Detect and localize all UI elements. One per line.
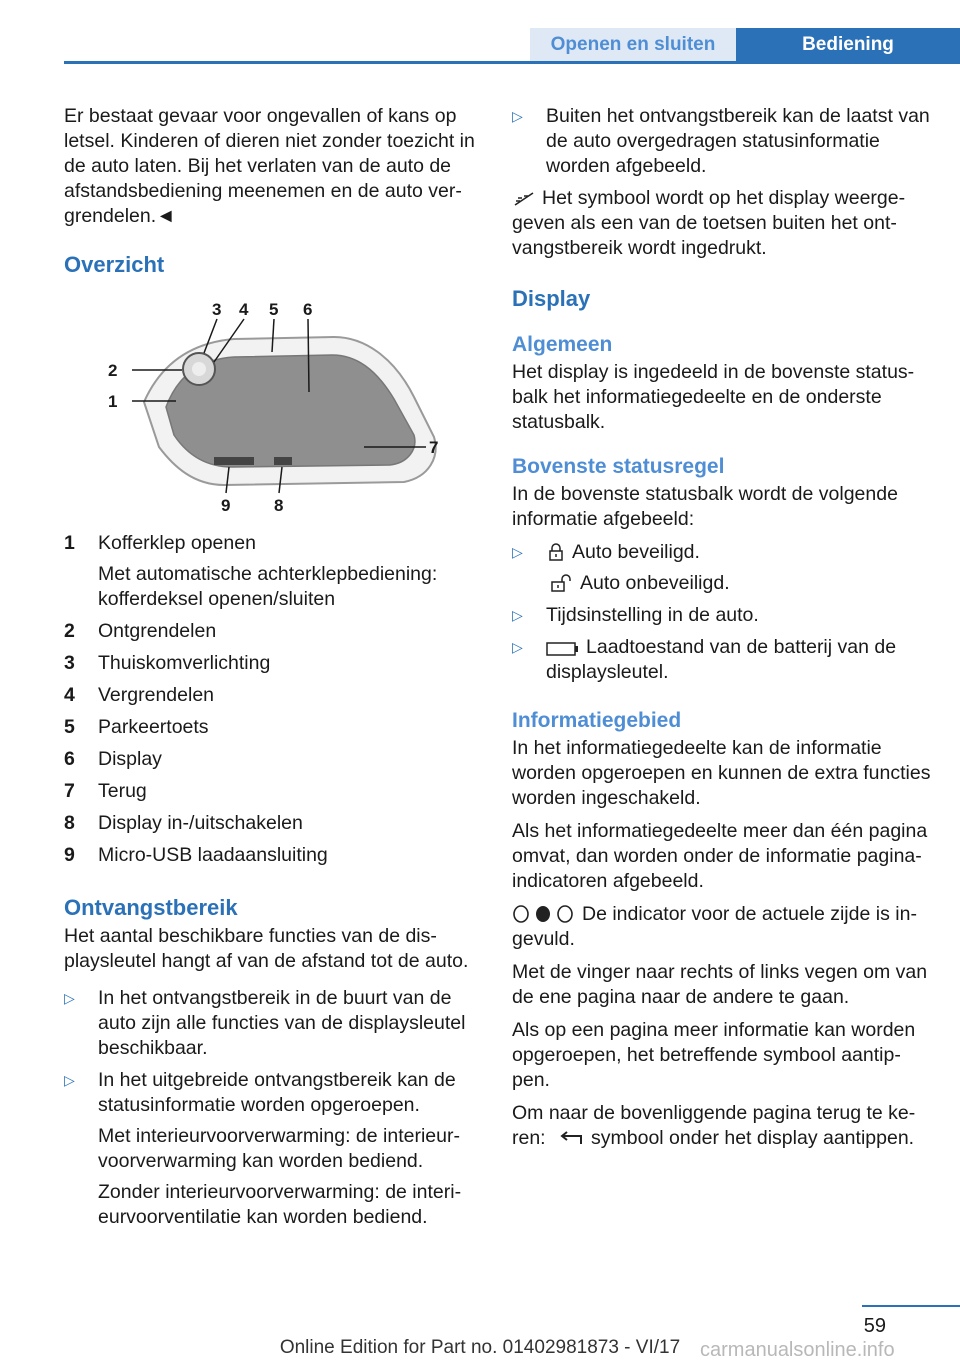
- list-item: [512, 104, 932, 179]
- bullet-text: In het ontvangstbereik in de buurt van de auto zijn alle functies van de displaysleutel beschikbaar.: [98, 987, 466, 1059]
- list-item: [64, 619, 478, 644]
- battery-icon: [546, 641, 580, 657]
- footer-rule: [862, 1305, 960, 1307]
- item-number: 1: [64, 532, 75, 554]
- list-item: [64, 747, 478, 772]
- triangle-bullet-icon: ▷: [512, 639, 523, 655]
- triangle-bullet-icon: ▷: [512, 544, 523, 560]
- item-label: Thuiskomverlichting: [98, 652, 271, 674]
- callout-9: 9: [221, 496, 231, 515]
- bullet-text: Buiten het ontvangstbereik kan de laatst van de auto overgedragen statusinformatie worden afgebeeld.: [546, 105, 930, 177]
- triangle-bullet-icon: ▷: [512, 607, 523, 623]
- item-label: Display: [98, 748, 162, 770]
- callout-6: 6: [303, 300, 313, 319]
- lock-open-icon: [548, 573, 574, 593]
- warning-paragraph: Er bestaat gevaar voor ongevallen of kans op letsel. Kinderen of dieren niet zonder toezicht in de auto laten. Bij het verlaten van de auto de afstandsbediening meenemen en de auto vergrendelen.◄: [64, 105, 475, 227]
- list-item: [64, 1068, 478, 1230]
- bullet-sub: Met interieurvoorverwarming: de interieurvoorverwarming kan worden bediend.: [98, 1125, 460, 1172]
- item-number: 8: [64, 812, 75, 834]
- key-figure: [64, 297, 478, 517]
- item-number: 3: [64, 652, 75, 674]
- item-sub: Met automatische achterklepbediening: kofferdeksel openen/sluiten: [98, 563, 438, 610]
- triangle-bullet-icon: ▷: [512, 108, 523, 124]
- item-number: 4: [64, 684, 75, 706]
- lock-closed-icon: [546, 542, 566, 562]
- general-heading: Algemeen: [512, 333, 613, 356]
- range-heading: Ontvangstbereik: [64, 895, 238, 920]
- right-column: [512, 104, 932, 1159]
- outside-bullets: [512, 104, 932, 179]
- item-label: Ontgrendelen: [98, 620, 217, 642]
- info-paragraph-4: Met de vinger naar rechts of links vegen om van de ene pagina naar de andere te gaan.: [512, 961, 928, 1008]
- display-key-illustration: [104, 297, 444, 515]
- list-item: [64, 683, 478, 708]
- list-item: [64, 843, 478, 868]
- header-section-tab: Openen en sluiten: [530, 28, 736, 61]
- info-paragraph-6: Om naar de bovenliggende pagina terug te keren: symbool onder het display aantippen.: [512, 1102, 916, 1149]
- callout-2: 2: [108, 361, 118, 380]
- back-arrow-icon: [557, 1130, 585, 1148]
- info-paragraph-3: De indicator voor de actuele zijde is ingevuld.: [512, 903, 917, 950]
- item-label: Terug: [98, 780, 147, 802]
- item-number: 7: [64, 780, 75, 802]
- info-paragraph-1: In het informatiegedeelte kan de informatie worden opgeroepen en kunnen de extra functies worden ingeschakeld.: [512, 737, 931, 809]
- item-number: 9: [64, 844, 75, 866]
- triangle-bullet-icon: ▷: [64, 1072, 75, 1088]
- callout-3: 3: [212, 300, 222, 319]
- item-number: 2: [64, 620, 75, 642]
- edition-footer: Online Edition for Part no. 01402981873 - VI/17: [279, 1337, 681, 1358]
- item-label: Micro-USB laadaansluiting: [98, 844, 328, 866]
- display-heading: Display: [512, 286, 591, 311]
- out-of-range-icon: [512, 190, 536, 208]
- callout-1: 1: [108, 392, 118, 411]
- status-battery-text: Laadtoestand van de batterij van de displaysleutel.: [546, 636, 897, 683]
- callout-5: 5: [269, 300, 279, 319]
- list-item: [64, 715, 478, 740]
- statusbar-heading: Bovenste statusregel: [512, 455, 725, 478]
- list-item: [64, 811, 478, 836]
- item-label: Parkeertoets: [98, 716, 209, 738]
- range-bullets: [64, 986, 478, 1230]
- status-unlocked-text: Auto onbeveiligd.: [580, 572, 730, 594]
- left-column: [64, 104, 478, 1237]
- info-paragraph-5: Als op een pagina meer informatie kan worden opgeroepen, het betreffende symbool aantippen.: [512, 1019, 916, 1091]
- statusbar-paragraph: In de bovenste statusbalk wordt de volgende informatie afgebeeld:: [512, 483, 898, 530]
- overview-heading: Overzicht: [64, 252, 165, 277]
- watermark: carmanualsonline.info: [700, 1339, 895, 1361]
- header-chapter-tab: Bediening: [736, 28, 960, 61]
- item-number: 5: [64, 716, 75, 738]
- item-label: Vergrendelen: [98, 684, 215, 706]
- callout-7: 7: [429, 438, 439, 457]
- info-heading: Informatiegebied: [512, 709, 682, 732]
- bullet-text: In het uitgebreide ontvangstbereik kan de statusinformatie worden opgeroepen.: [98, 1069, 456, 1116]
- status-locked-text: Auto beveiligd.: [572, 541, 700, 563]
- status-time-text: Tijdsinstelling in de auto.: [546, 604, 759, 626]
- bullet-sub: Zonder interieurvoorverwarming: de interieurvoorventilatie kan worden bediend.: [98, 1181, 462, 1228]
- page-indicator-icon: [512, 904, 576, 924]
- item-number: 6: [64, 748, 75, 770]
- general-paragraph: Het display is ingedeeld in de bovenste statusbalk het informatiegedeelte en de onderste statusbalk.: [512, 361, 915, 433]
- out-of-range-paragraph: Het symbool wordt op het display weergegeven als een van de toetsen buiten het ontvangstbereik wordt ingedrukt.: [512, 187, 906, 259]
- list-item: [512, 603, 932, 628]
- item-label: Display in-/uitschakelen: [98, 812, 303, 834]
- statusbar-bullets: [512, 540, 932, 685]
- range-paragraph: Het aantal beschikbare functies van de displaysleutel hangt af van de afstand tot de auto.: [64, 925, 469, 972]
- list-item: [64, 986, 478, 1061]
- list-item: [64, 779, 478, 804]
- list-item: [512, 540, 932, 596]
- list-item: [64, 531, 478, 612]
- page-number: 59: [863, 1315, 886, 1337]
- header-rule: [64, 61, 960, 64]
- item-label: Kofferklep openen: [98, 532, 256, 554]
- component-list: [64, 531, 478, 868]
- callout-8: 8: [274, 496, 284, 515]
- list-item: [64, 651, 478, 676]
- triangle-bullet-icon: ▷: [64, 990, 75, 1006]
- info-paragraph-2: Als het informatiegedeelte meer dan één pagina omvat, dan worden onder de informatie pagina-indicatoren afgebeeld.: [512, 820, 928, 892]
- callout-4: 4: [239, 300, 249, 319]
- list-item: [512, 635, 932, 685]
